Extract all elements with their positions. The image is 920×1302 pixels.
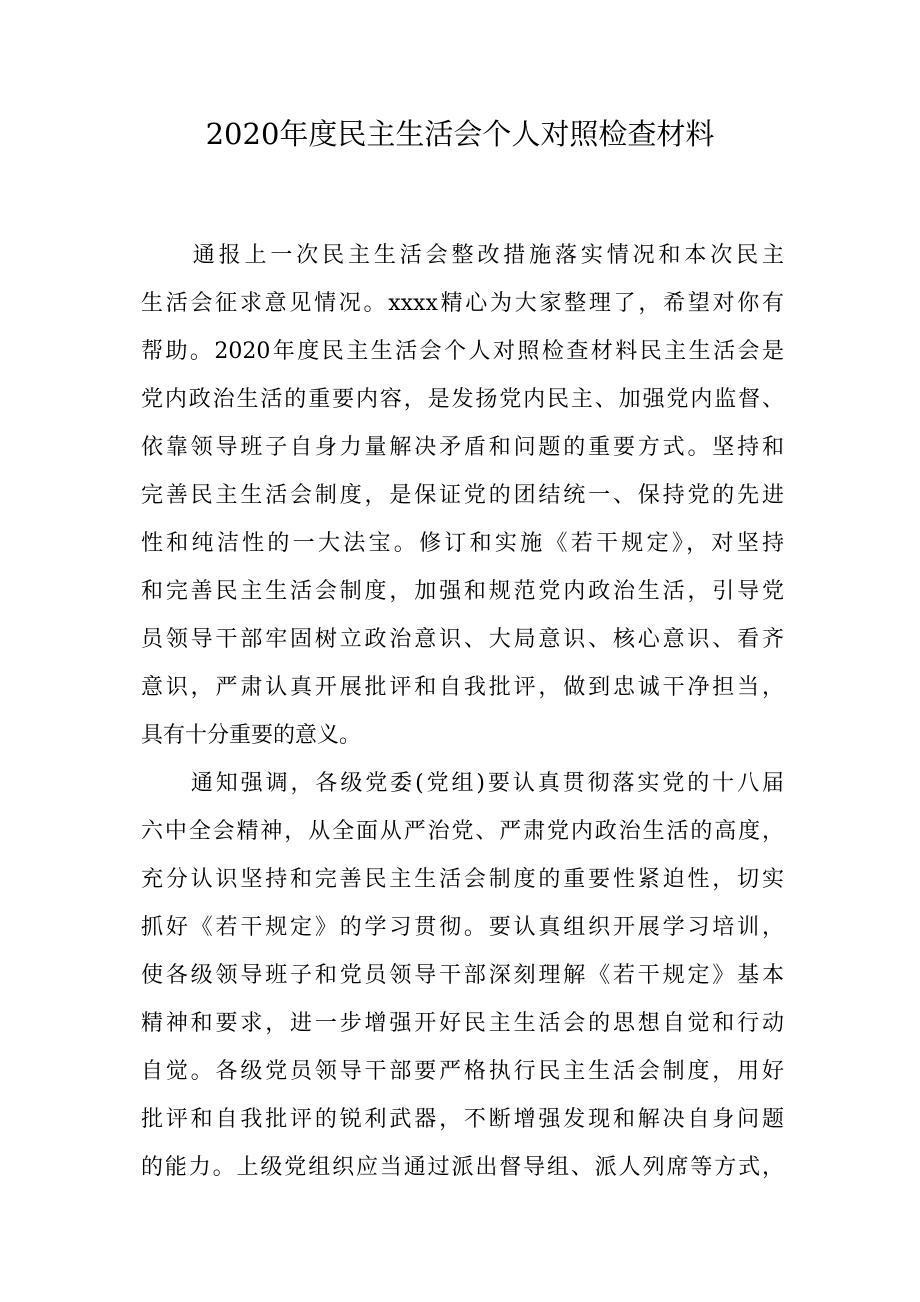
text-line: 完善民主生活会制度，是保证党的团结统一、保持党的先进 bbox=[141, 483, 784, 508]
text-line: 具有十分重要的意义。 bbox=[141, 723, 362, 748]
text-line: 抓好《若干规定》的学习贯彻。要认真组织开展学习培训， bbox=[141, 915, 784, 940]
text-line: 充分认识坚持和完善民主生活会制度的重要性紧迫性，切实 bbox=[141, 867, 784, 892]
text-line: 员领导干部牢固树立政治意识、大局意识、核心意识、看齐 bbox=[141, 627, 784, 652]
paragraph-2 bbox=[141, 760, 784, 1192]
text-line: 意识，严肃认真开展批评和自我批评，做到忠诚干净担当， bbox=[141, 675, 784, 700]
text-line: 依靠领导班子自身力量解决矛盾和问题的重要方式。坚持和 bbox=[141, 435, 784, 460]
text-line: 使各级领导班子和党员领导干部深刻理解《若干规定》基本 bbox=[141, 963, 784, 988]
text-line: 通知强调，各级党委(党组)要认真贯彻落实党的十八届 bbox=[141, 771, 784, 796]
text-line: 六中全会精神，从全面从严治党、严肃党内政治生活的高度， bbox=[141, 819, 784, 844]
text-line: 党内政治生活的重要内容，是发扬党内民主、加强党内监督、 bbox=[141, 387, 784, 412]
text-line: 精神和要求，进一步增强开好民主生活会的思想自觉和行动 bbox=[141, 1011, 784, 1036]
text-line: 的能力。上级党组织应当通过派出督导组、派人列席等方式， bbox=[141, 1155, 784, 1180]
text-line: 帮助。2020年度民主生活会个人对照检查材料民主生活会是 bbox=[141, 339, 784, 364]
text-line: 性和纯洁性的一大法宝。修订和实施《若干规定》，对坚持 bbox=[141, 531, 784, 556]
text-line: 批评和自我批评的锐利武器，不断增强发现和解决自身问题 bbox=[141, 1107, 784, 1132]
document-body bbox=[141, 232, 784, 1192]
text-line: 通报上一次民主生活会整改措施落实情况和本次民主 bbox=[141, 243, 784, 268]
text-line: 和完善民主生活会制度，加强和规范党内政治生活，引导党 bbox=[141, 579, 784, 604]
document-title: 2020年度民主生活会个人对照检查材料 bbox=[205, 117, 715, 151]
paragraph-1 bbox=[141, 232, 784, 760]
text-line: 生活会征求意见情况。xxxx精心为大家整理了，希望对你有 bbox=[141, 291, 784, 316]
text-line: 自觉。各级党员领导干部要严格执行民主生活会制度，用好 bbox=[141, 1059, 784, 1084]
